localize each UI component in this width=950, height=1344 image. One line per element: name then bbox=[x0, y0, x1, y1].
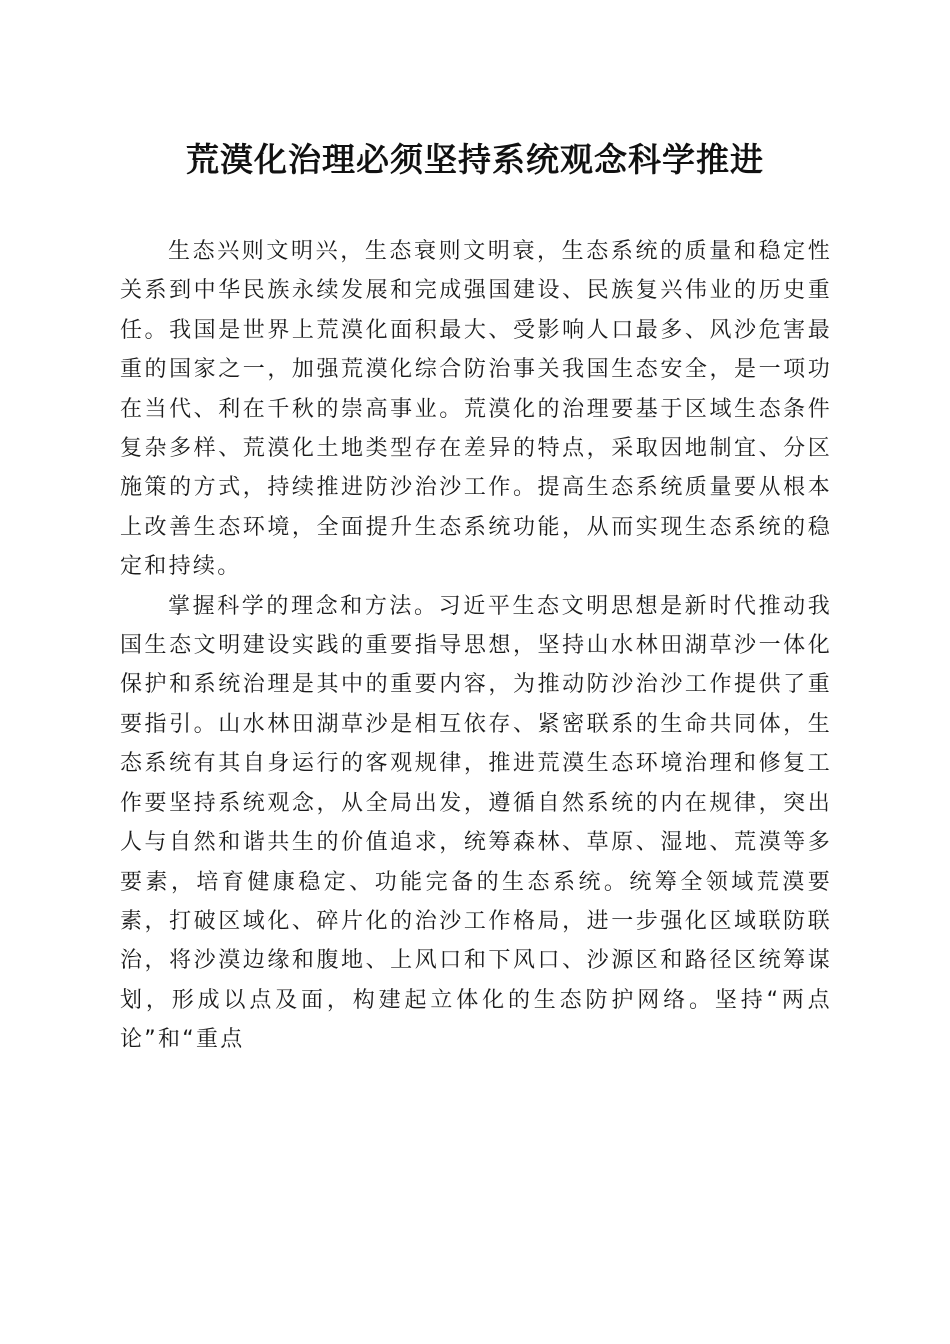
paragraph-1: 生态兴则文明兴，生态衰则文明衰，生态系统的质量和稳定性关系到中华民族永续发展和完成强国建设、民族复兴伟业的历史重任。我国是世界上荒漠化面积最大、受影响人口最多、风沙危害最重的国家之一，加强荒漠化综合防治事关我国生态安全，是一项功在当代、利在千秋的崇高事业。荒漠化的治理要基于区域生态条件复杂多样、荒漠化土地类型存在差异的特点，采取因地制宜、分区施策的方式，持续推进防沙治沙工作。提高生态系统质量要从根本上改善生态环境，全面提升生态系统功能，从而实现生态系统的稳定和持续。 bbox=[120, 239, 832, 580]
paragraph-2: 掌握科学的理念和方法。习近平生态文明思想是新时代推动我国生态文明建设实践的重要指导思想，坚持山水林田湖草沙一体化保护和系统治理是其中的重要内容，为推动防沙治沙工作提供了重要指引。山水林田湖草沙是相互依存、紧密联系的生命共同体，生态系统有其自身运行的客观规律，推进荒漠生态环境治理和修复工作要坚持系统观念，从全局出发，遵循自然系统的内在规律，突出人与自然和谐共生的价值追求，统筹森林、草原、湿地、荒漠等多要素，培育健康稳定、功能完备的生态系统。统筹全领域荒漠要素，打破区域化、碎片化的治沙工作格局，进一步强化区域联防联治，将沙漠边缘和腹地、上风口和下风口、沙源区和路径区统筹谋划，形成以点及面，构建起立体化的生态防护网络。坚持“两点论”和“重点 bbox=[120, 593, 832, 1053]
document-title: 荒漠化治理必须坚持系统观念科学推进 bbox=[186, 140, 764, 179]
document-body bbox=[120, 232, 832, 1060]
